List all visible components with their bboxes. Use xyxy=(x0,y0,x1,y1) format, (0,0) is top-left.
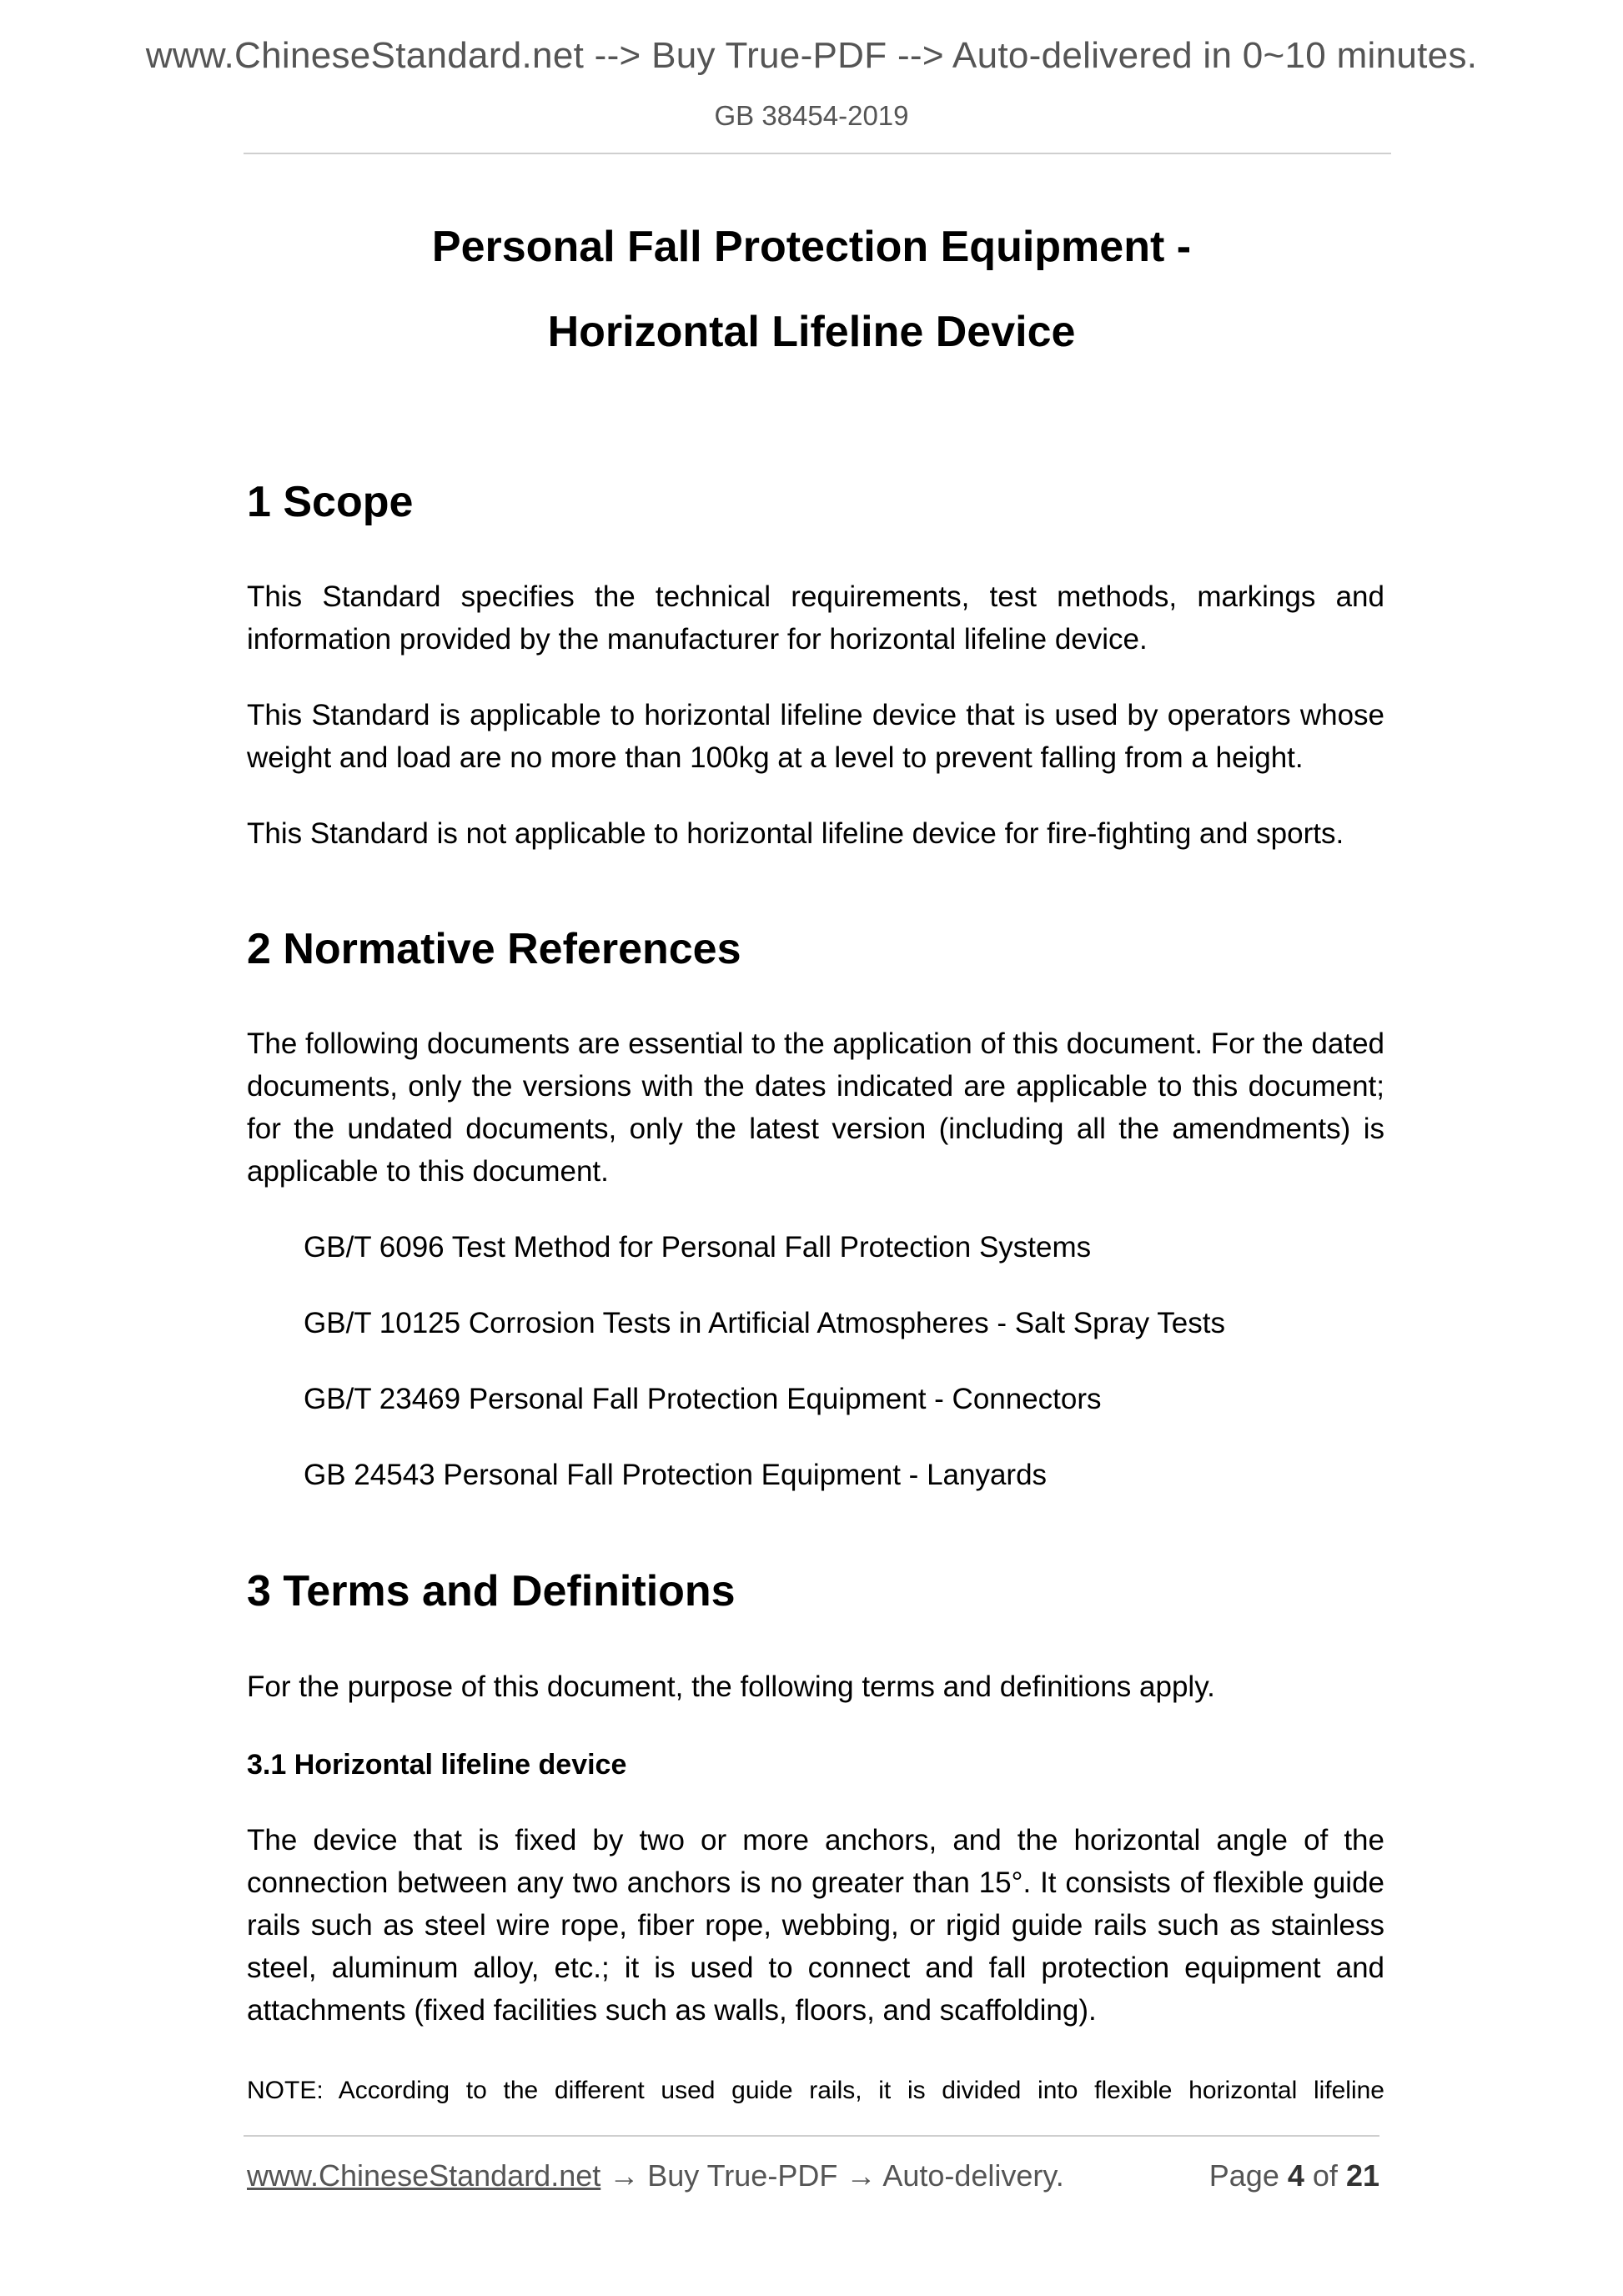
page-word: Page xyxy=(1208,2158,1279,2193)
footer-tagline: → Buy True-PDF → Auto-delivery. xyxy=(600,2158,1064,2193)
document-title-line2: Horizontal Lifeline Device xyxy=(547,308,1076,356)
references-intro: The following documents are essential to the application of this document. For the dated documents, only the versions with the dates indicated are applicable to this document; for the undated documents, only the latest version (including all the amendments) is applicable to this document. xyxy=(247,1027,1384,1188)
term-heading: 3.1 Horizontal lifeline device xyxy=(247,1749,627,1781)
scope-paragraph-3: This Standard is not applicable to horizontal lifeline device for fire-fighting and sports. xyxy=(247,817,1344,850)
terms-intro: For the purpose of this document, the following terms and definitions apply. xyxy=(247,1671,1215,1703)
page-current: 4 xyxy=(1287,2158,1304,2193)
term-note: NOTE: According to the different used guide rails, it is divided into flexible horizontal lifeline xyxy=(247,2077,1384,2104)
page-number xyxy=(1209,2158,1379,2193)
of-word: of xyxy=(1312,2158,1338,2193)
reference-item: GB 24543 Personal Fall Protection Equipment - Lanyards xyxy=(304,1459,1048,1491)
term-definition: The device that is fixed by two or more anchors, and the horizontal angle of the connection between any two anchors is no greater than 15°. It consists of flexible guide rails such as steel wire rope, fiber rope, webbing, or rigid guide rails such as stainless steel, aluminum alloy, etc.; it is used to connect and fall protection equipment and attachments (fixed facilities such as walls, floors, and scaffolding). xyxy=(247,1824,1384,2027)
header-banner: www.ChineseStandard.net --> Buy True-PDF --> Auto-delivered in 0~10 minutes. xyxy=(145,35,1478,76)
footer-site-link[interactable]: www.ChineseStandard.net xyxy=(247,2158,601,2193)
section-heading-scope: 1 Scope xyxy=(247,478,414,526)
scope-paragraph-1: This Standard specifies the technical requirements, test methods, markings and information provided by the manufacturer for horizontal lifeline device. xyxy=(247,580,1384,656)
scope-paragraph-2: This Standard is applicable to horizontal lifeline device that is used by operators whose weight and load are no more than 100kg at a level to prevent falling from a height. xyxy=(247,699,1384,774)
document-id: GB 38454-2019 xyxy=(714,100,909,131)
header-divider xyxy=(244,153,1391,154)
section-heading-terms: 3 Terms and Definitions xyxy=(247,1567,736,1615)
reference-item: GB/T 23469 Personal Fall Protection Equipment - Connectors xyxy=(304,1383,1102,1415)
footer-divider xyxy=(244,2135,1379,2137)
page-total: 21 xyxy=(1345,2158,1379,2193)
document-title-line1: Personal Fall Protection Equipment - xyxy=(431,223,1192,271)
section-heading-references: 2 Normative References xyxy=(247,925,741,973)
reference-item: GB/T 6096 Test Method for Personal Fall Protection Systems xyxy=(304,1231,1092,1264)
reference-item: GB/T 10125 Corrosion Tests in Artificial Atmospheres - Salt Spray Tests xyxy=(304,1307,1225,1339)
